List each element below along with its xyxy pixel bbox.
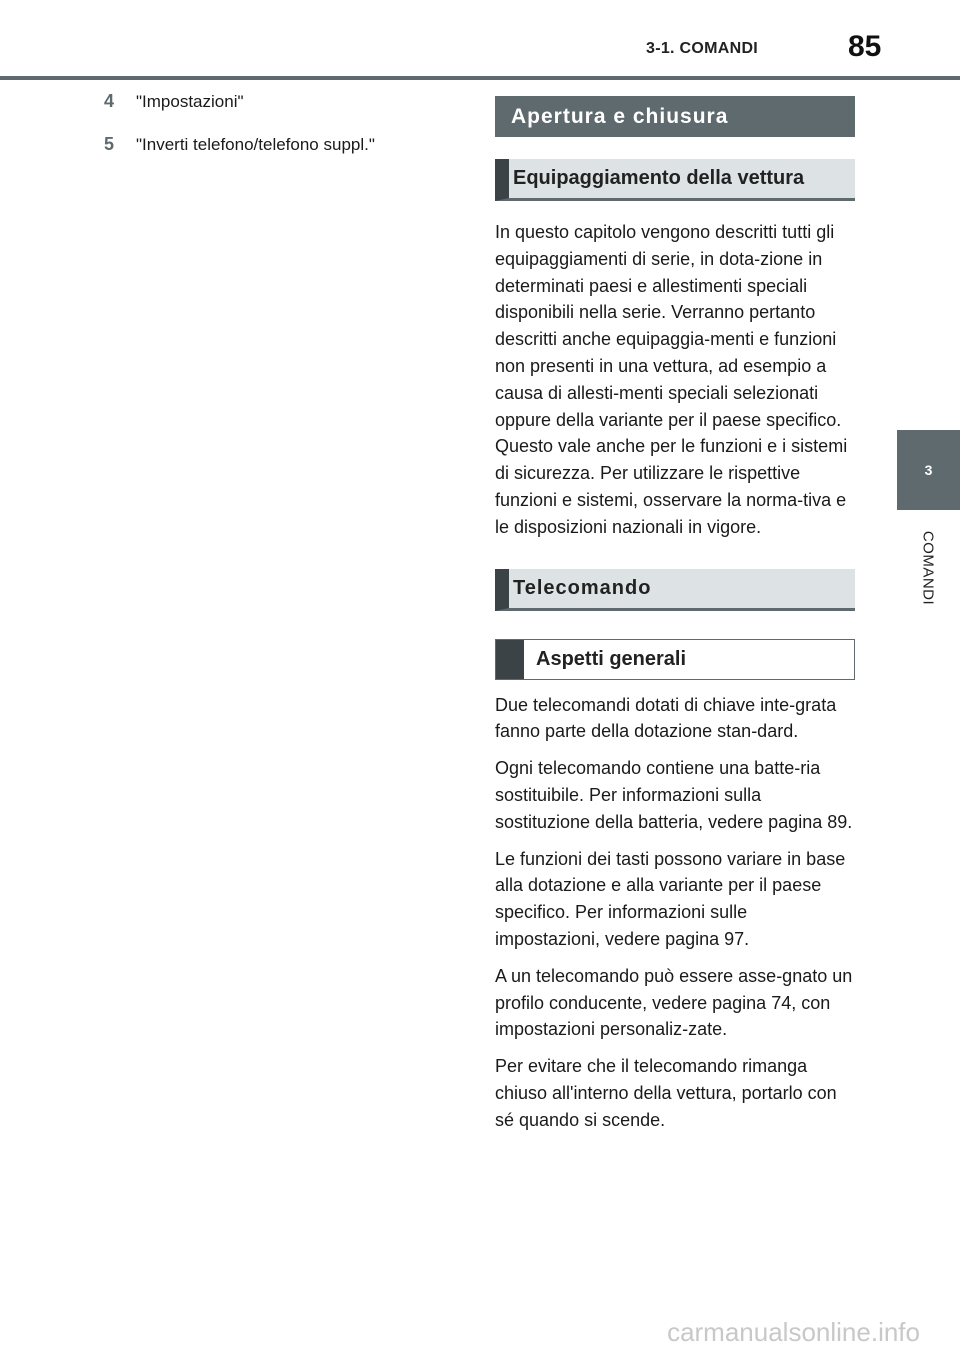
heading-aspetti-generali xyxy=(495,639,855,680)
chapter-label: COMANDI xyxy=(919,530,937,606)
paragraph-funzioni-tasti: Le funzioni dei tasti possono variare in base alla dotazione e alla variante per il paese specifico. Per informazioni sulle impostazioni, vedere pagina 97. xyxy=(495,848,846,949)
heading-equipaggiamento: Equipaggiamento della vettura xyxy=(495,159,855,201)
page-number: 85 xyxy=(848,30,882,63)
left-column xyxy=(104,88,444,174)
chapter-number: 3 xyxy=(924,462,933,478)
list-item-text: "Inverti telefono/telefono suppl." xyxy=(136,135,375,154)
header-divider xyxy=(0,76,960,80)
watermark: carmanualsonline.info xyxy=(667,1317,920,1347)
paragraph-batteria: Ogni telecomando contiene una batte-ria sostituibile. Per informazioni sulla sostituzione della batteria, vedere pagina 89. xyxy=(495,758,853,832)
list-item xyxy=(104,88,444,115)
paragraph-evitare-chiusura: Per evitare che il telecomando rimanga chiuso all'interno della vettura, portarlo con sé quando si scende. xyxy=(495,1056,837,1130)
heading-apertura-chiusura: Apertura e chiusura xyxy=(495,96,855,137)
paragraph-telecomandi: Due telecomandi dotati di chiave inte-grata fanno parte della dotazione stan-dard. xyxy=(495,694,837,742)
right-column xyxy=(495,96,855,1134)
section-title: 3-1. COMANDI xyxy=(646,40,759,57)
list-item-number: 5 xyxy=(104,134,115,154)
chapter-tab[interactable] xyxy=(897,430,960,510)
intro-paragraph: In questo capitolo vengono descritti tutti gli equipaggiamenti di serie, in dota-zione in determinati paesi e allestimenti speciali disponibili nella serie. Verranno pertanto descritti anche equipaggia-menti e funzioni non presenti in una vettura, ad esempio a causa di allesti-menti speciali selezionati oppure della variante per il paese specifico. Questo vale anche per le funzioni e i sistemi di sicurezza. Per utilizzare le rispettive funzioni e sistemi, osservare la norma-tiva e le disposizioni nazionali in vigore. xyxy=(495,222,848,537)
heading-marker xyxy=(496,640,524,679)
list-item-number: 4 xyxy=(104,91,115,111)
paragraph-profilo-conducente: A un telecomando può essere asse-gnato un profilo conducente, vedere pagina 74, con impostazioni personaliz-zate. xyxy=(495,965,853,1040)
list-item-text: "Impostazioni" xyxy=(136,92,244,111)
heading-telecomando: Telecomando xyxy=(495,569,855,611)
heading-aspetti-generali-label: Aspetti generali xyxy=(536,647,687,670)
list-item xyxy=(104,131,444,158)
